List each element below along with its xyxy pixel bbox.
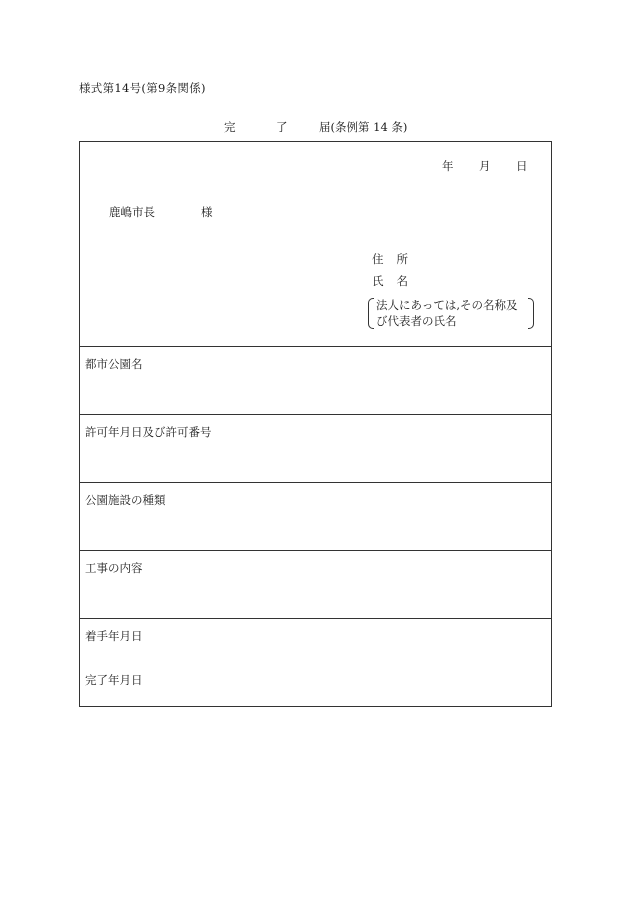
bracket-left: [368, 298, 374, 329]
corporate-note-text: [376, 298, 532, 329]
addressee-honorific: 様: [201, 205, 213, 219]
completion-date-label: 完了年月日: [85, 673, 143, 687]
address-label: 住所: [372, 252, 421, 266]
title-word-1: 完: [224, 120, 236, 134]
row-permit: [80, 415, 551, 483]
date-day-label: 日: [516, 159, 528, 173]
applicant-name-label: [372, 273, 421, 289]
date-year-label: 年: [442, 159, 454, 173]
corporate-note: [368, 298, 534, 329]
row-work-content: [80, 551, 551, 619]
title-word-3: 届(条例第 14 条): [319, 120, 408, 134]
start-date-label: 着手年月日: [85, 629, 143, 643]
header-section: [80, 142, 551, 347]
title-word-2: 了: [276, 120, 288, 134]
date-line: [442, 158, 528, 174]
applicant-address-label: [372, 251, 421, 267]
row-park-name: [80, 347, 551, 415]
note-line-1: 法人にあっては,その名称及: [376, 298, 518, 312]
row-facility-type: [80, 483, 551, 551]
date-month-label: 月: [479, 159, 491, 173]
form-title: [224, 119, 407, 135]
row-dates: [80, 619, 551, 706]
work-content-label: 工事の内容: [85, 561, 143, 575]
name-label: 氏名: [372, 274, 421, 288]
permit-label: 許可年月日及び許可番号: [85, 425, 212, 439]
form-number: 様式第14号(第9条関係): [79, 81, 206, 95]
facility-type-label: 公園施設の種類: [85, 493, 166, 507]
park-name-label: 都市公園名: [85, 357, 143, 371]
note-line-2: び代表者の氏名: [376, 313, 457, 328]
bracket-right: [528, 298, 534, 329]
addressee: [109, 204, 213, 220]
addressee-name: 鹿嶋市長: [109, 205, 155, 219]
form-frame: [79, 141, 552, 707]
